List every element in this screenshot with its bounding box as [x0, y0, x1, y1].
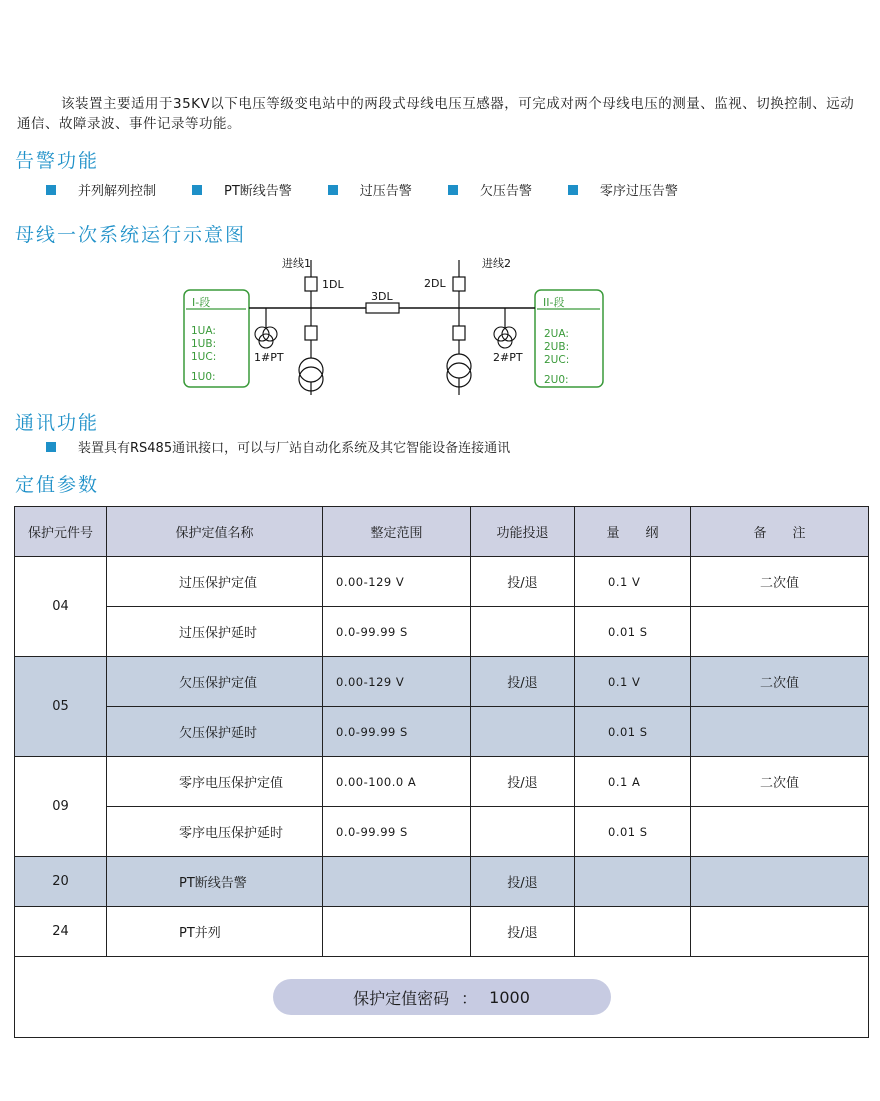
- square-bullet-icon: [448, 185, 458, 195]
- breaker-1dl-label: 1DL: [322, 278, 344, 291]
- header-cell: 保护元件号: [15, 507, 107, 557]
- pt-1-label: 1#PT: [254, 351, 284, 364]
- seg1-u0: 1U0:: [191, 371, 216, 383]
- comm-text: 装置具有RS485通讯接口，可以与厂站自动化系统及其它智能设备连接通讯: [78, 441, 511, 456]
- password-label: 保护定值密码: [353, 988, 450, 1008]
- switch-cell: 投/退: [471, 757, 575, 807]
- seg2-ub: 2UB:: [544, 341, 570, 353]
- setting-name-cell: 过压保护定值: [107, 557, 323, 607]
- table-row: [15, 707, 869, 757]
- seg1-ua: 1UA:: [191, 325, 216, 337]
- setting-name-cell: 欠压保护延时: [107, 707, 323, 757]
- seg2-u0: 2U0:: [544, 374, 569, 386]
- feeder-1-switch-icon: [305, 326, 317, 340]
- password-separator: ：: [461, 988, 478, 1008]
- params-table: [14, 506, 869, 1038]
- table-row: [15, 907, 869, 957]
- breaker-1dl-icon: [305, 277, 317, 291]
- alarm-label: 过压告警: [359, 184, 412, 199]
- range-cell: 0.0-99.99 S: [323, 807, 471, 857]
- table-row: [15, 757, 869, 807]
- table-row: [15, 607, 869, 657]
- table-row: [15, 557, 869, 607]
- alarm-list: [46, 180, 714, 199]
- unit-cell: 0.01 S: [575, 707, 691, 757]
- seg2-uc: 2UC:: [544, 354, 570, 366]
- unit-cell: 0.1 V: [575, 557, 691, 607]
- unit-cell: [575, 907, 691, 957]
- params-section-title: 定值参数: [15, 474, 100, 496]
- table-header-row: [15, 507, 869, 557]
- square-bullet-icon: [568, 185, 578, 195]
- unit-cell: 0.01 S: [575, 807, 691, 857]
- alarm-item: [192, 180, 292, 199]
- alarm-label: PT断线告警: [224, 184, 292, 199]
- alarm-label: 欠压告警: [479, 184, 532, 199]
- switch-cell: [471, 707, 575, 757]
- note-cell: [691, 707, 869, 757]
- segment-1-label: I-段: [192, 296, 211, 309]
- seg2-ua: 2UA:: [544, 328, 569, 340]
- switch-cell: [471, 607, 575, 657]
- intro-text: 该装置主要适用于35KV以下电压等级变电站中的两段式母线电压互感器，可完成对两个母线电压的测量、监视、切换控制、远动通信、故障录波、事件记录等功能。: [17, 96, 855, 132]
- element-id-cell: 04: [15, 557, 107, 657]
- breaker-2dl-label: 2DL: [424, 277, 446, 290]
- setting-name-cell: 过压保护延时: [107, 607, 323, 657]
- header-cell: 保护定值名称: [107, 507, 323, 557]
- comm-section-title: 通讯功能: [15, 412, 100, 434]
- line-1-label: 进线1: [282, 257, 311, 270]
- switch-cell: 投/退: [471, 857, 575, 907]
- alarm-section-title: 告警功能: [15, 150, 100, 172]
- table-row: [15, 807, 869, 857]
- element-id-cell: 24: [15, 907, 107, 957]
- breaker-3dl-icon: [366, 303, 399, 313]
- breaker-2dl-icon: [453, 277, 465, 291]
- unit-cell: 0.01 S: [575, 607, 691, 657]
- setting-name-cell: 零序电压保护定值: [107, 757, 323, 807]
- header-cell: 整定范围: [323, 507, 471, 557]
- range-cell: 0.0-99.99 S: [323, 607, 471, 657]
- table-row: [15, 657, 869, 707]
- switch-cell: 投/退: [471, 907, 575, 957]
- range-cell: 0.0-99.99 S: [323, 707, 471, 757]
- unit-cell: [575, 857, 691, 907]
- alarm-label: 并列解列控制: [78, 184, 157, 199]
- segment-2-label: II-段: [543, 296, 565, 309]
- pt-2-label: 2#PT: [493, 351, 523, 364]
- alarm-item: [568, 180, 678, 199]
- element-id-cell: 20: [15, 857, 107, 907]
- switch-cell: [471, 807, 575, 857]
- range-cell: [323, 857, 471, 907]
- table-row: [15, 857, 869, 907]
- note-cell: [691, 857, 869, 907]
- comm-item: [46, 437, 510, 456]
- setting-name-cell: PT断线告警: [107, 857, 323, 907]
- breaker-3dl-label: 3DL: [371, 290, 393, 303]
- setting-name-cell: 零序电压保护延时: [107, 807, 323, 857]
- seg1-uc: 1UC:: [191, 351, 217, 363]
- seg1-ub: 1UB:: [191, 338, 217, 350]
- password-badge: [273, 979, 611, 1015]
- alarm-item: [328, 180, 412, 199]
- square-bullet-icon: [46, 442, 56, 452]
- square-bullet-icon: [328, 185, 338, 195]
- header-cell: 备 注: [691, 507, 869, 557]
- unit-cell: 0.1 V: [575, 657, 691, 707]
- square-bullet-icon: [46, 185, 56, 195]
- setting-name-cell: PT并列: [107, 907, 323, 957]
- element-id-cell: 09: [15, 757, 107, 857]
- range-cell: 0.00-129 V: [323, 657, 471, 707]
- line-2-label: 进线2: [482, 257, 511, 270]
- note-cell: 二次值: [691, 657, 869, 707]
- password-row: [15, 957, 869, 1038]
- intro-paragraph: [17, 94, 867, 134]
- setting-name-cell: 欠压保护定值: [107, 657, 323, 707]
- unit-cell: 0.1 A: [575, 757, 691, 807]
- note-cell: [691, 907, 869, 957]
- header-cell: 功能投退: [471, 507, 575, 557]
- switch-cell: 投/退: [471, 557, 575, 607]
- header-cell: 量 纲: [575, 507, 691, 557]
- note-cell: [691, 807, 869, 857]
- password-value: 1000: [489, 987, 530, 1007]
- feeder-2-switch-icon: [453, 326, 465, 340]
- note-cell: [691, 607, 869, 657]
- diagram-section-title: 母线一次系统运行示意图: [15, 224, 247, 246]
- square-bullet-icon: [192, 185, 202, 195]
- alarm-item: [46, 180, 156, 199]
- element-id-cell: 05: [15, 657, 107, 757]
- note-cell: 二次值: [691, 757, 869, 807]
- range-cell: [323, 907, 471, 957]
- range-cell: 0.00-129 V: [323, 557, 471, 607]
- alarm-item: [448, 180, 532, 199]
- alarm-label: 零序过压告警: [599, 184, 678, 199]
- switch-cell: 投/退: [471, 657, 575, 707]
- range-cell: 0.00-100.0 A: [323, 757, 471, 807]
- bus-diagram: [178, 250, 608, 395]
- note-cell: 二次值: [691, 557, 869, 607]
